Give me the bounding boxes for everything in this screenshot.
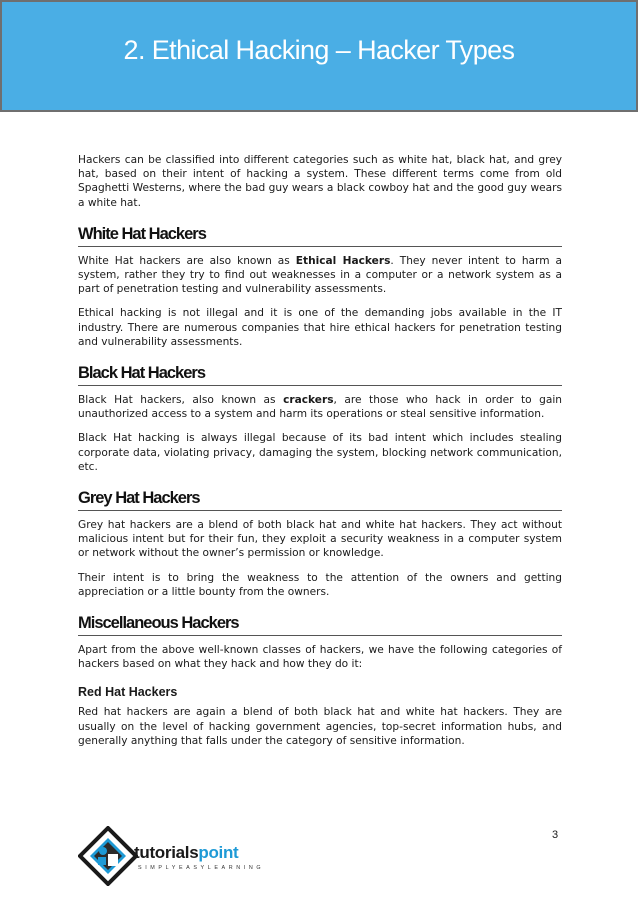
tutorialspoint-logo xyxy=(78,826,288,886)
white-hat-heading: White Hat Hackers xyxy=(78,224,562,247)
grey-hat-heading: Grey Hat Hackers xyxy=(78,488,562,511)
black-hat-heading: Black Hat Hackers xyxy=(78,363,562,386)
grey-hat-paragraph-2: Their intent is to bring the weakness to the attention of the owners and getting appreciation or a little bounty from the owners. xyxy=(78,571,562,598)
page-number: 3 xyxy=(552,829,559,841)
logo-diamond-icon xyxy=(78,826,138,886)
grey-hat-paragraph-1: Grey hat hackers are a blend of both black hat and white hat hackers. They act without malicious intent but for their fun, they exploit a security weakness in a computer system or network without the owner’s permission or knowledge. xyxy=(78,519,562,560)
logo-wordmark: tutorialspoint xyxy=(134,843,239,862)
red-hat-paragraph: Red hat hackers are again a blend of both black hat and white hat hackers. They are usually on the level of hacking government agencies, top-secret information hubs, and generally anything that falls under the category of sensitive information. xyxy=(78,706,562,747)
logo-tagline: SIMPLYEASYLEARNING xyxy=(138,865,265,871)
intro-paragraph: Hackers can be classified into different categories such as white hat, black hat, and grey hat, based on their intent of hacking a system. These different terms come from old Spaghetti Westerns, where the bad guy wears a black cowboy hat and the good guy wears a white hat. xyxy=(78,154,562,209)
chapter-title: 2. Ethical Hacking – Hacker Types xyxy=(123,34,515,65)
misc-paragraph: Apart from the above well-known classes of hackers, we have the following categories of hackers based on what they hack and how they do it: xyxy=(78,644,562,671)
misc-hackers-heading: Miscellaneous Hackers xyxy=(78,613,562,636)
white-hat-paragraph-2: Ethical hacking is not illegal and it is one of the demanding jobs available in the IT industry. There are numerous companies that hire ethical hackers for penetration testing and vulnerability assessments. xyxy=(78,307,562,348)
chapter-banner xyxy=(0,0,638,112)
red-hat-heading: Red Hat Hackers xyxy=(78,685,178,700)
white-hat-paragraph-1: White Hat hackers are also known as Ethical Hackers. They never intent to harm a system, rather they try to find out weaknesses in a computer or a network system as a part of penetration testing and vulnerability assessments. xyxy=(78,254,562,296)
black-hat-paragraph-1: Black Hat hackers, also known as crackers, are those who hack in order to gain unauthorized access to a system and harm its operations or steal sensitive information. xyxy=(78,394,562,421)
black-hat-paragraph-2: Black Hat hacking is always illegal because of its bad intent which includes stealing corporate data, violating privacy, damaging the system, blocking network communication, etc. xyxy=(78,432,562,473)
page-body xyxy=(78,153,562,758)
